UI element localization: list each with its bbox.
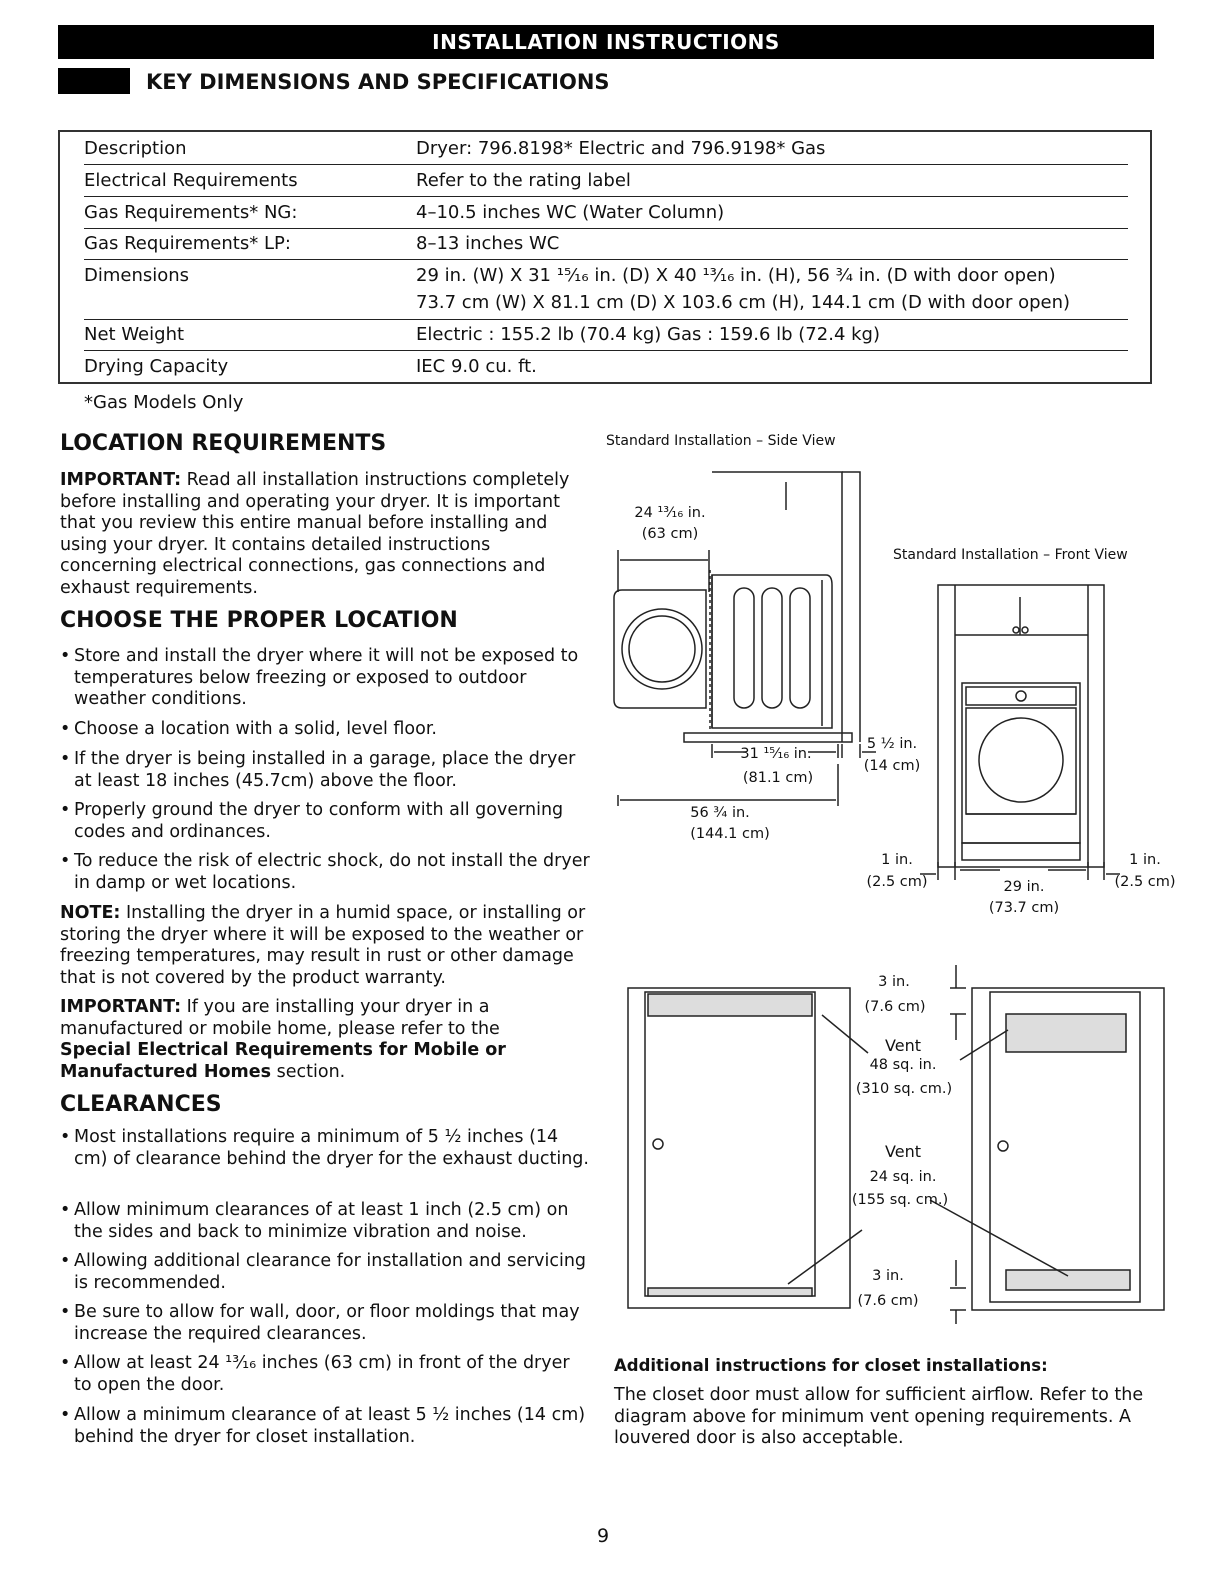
important-text-end: section.: [271, 1061, 346, 1082]
dim-total-depth-cm: (144.1 cm): [690, 826, 770, 842]
vent-bottom-area-cm: (155 sq. cm.): [851, 1192, 949, 1208]
spec-value: 8–13 inches WC: [416, 233, 560, 254]
section-title: KEY DIMENSIONS AND SPECIFICATIONS: [146, 70, 610, 94]
front-view-caption: Standard Installation – Front View: [893, 547, 1128, 563]
list-item: • If the dryer is being installed in a garage, place the dryer at least 18 inches (45.7cm) above the floor.: [60, 749, 590, 792]
spec-label: Gas Requirements* LP:: [84, 233, 291, 254]
dim-closet-top-gap: 3 in.: [878, 974, 910, 990]
important-text: Read all installation instructions completely before installing and operating your dryer. It is important that you review this entire manual before installing and using your dryer. It contains detailed instructions concerning electrical connections, gas connections and exhaust requirements.: [60, 470, 570, 598]
list-item: • To reduce the risk of electric shock, do not install the dryer in damp or wet locations.: [60, 851, 590, 894]
dim-right-side-clearance-cm: (2.5 cm): [1114, 874, 1176, 890]
list-item: • Store and install the dryer where it will not be exposed to temperatures below freezing or exposed to outdoor weather conditions.: [60, 646, 590, 711]
dim-dryer-width-cm: (73.7 cm): [988, 900, 1060, 916]
dim-rear-clearance-cm: (14 cm): [863, 758, 921, 774]
spec-label: Description: [84, 138, 187, 159]
important-label: IMPORTANT:: [60, 997, 182, 1017]
vent-bottom-area: 24 sq. in.: [869, 1169, 937, 1185]
vent-top-label: Vent: [885, 1036, 921, 1055]
list-item: • Be sure to allow for wall, door, or floor moldings that may increase the required clearances.: [60, 1302, 590, 1345]
list-item: • Allowing additional clearance for installation and servicing is recommended.: [60, 1251, 590, 1294]
spec-label: Drying Capacity: [84, 356, 229, 377]
dim-dryer-width: 29 in.: [1003, 879, 1045, 895]
location-heading: LOCATION REQUIREMENTS: [60, 431, 387, 456]
spec-footnote: *Gas Models Only: [84, 392, 244, 413]
dim-rear-clearance: 5 ½ in.: [866, 736, 918, 752]
list-item: • Properly ground the dryer to conform with all governing codes and ordinances.: [60, 800, 590, 843]
list-item: • Allow at least 24 ¹³⁄₁₆ inches (63 cm) in front of the dryer to open the door.: [60, 1353, 590, 1396]
closet-paragraph: The closet door must allow for sufficient airflow. Refer to the diagram above for minimum vent opening requirements. A louvered door is also acceptable.: [614, 1385, 1144, 1448]
page-banner: INSTALLATION INSTRUCTIONS: [58, 25, 1154, 59]
vent-bottom-label: Vent: [885, 1142, 921, 1161]
note-text: Installing the dryer in a humid space, or installing or storing the dryer where it will be exposed to the weather or freezing temperatures, may result in rust or other damage that is not covered by the product warranty.: [60, 903, 586, 988]
closet-heading: Additional instructions for closet installations:: [614, 1356, 1048, 1375]
page-number: 9: [597, 1525, 610, 1547]
dim-door-clearance-cm: (63 cm): [641, 526, 699, 542]
spec-value: Dryer: 796.8198* Electric and 796.9198* Gas: [416, 138, 826, 159]
spec-value-metric: 73.7 cm (W) X 81.1 cm (D) X 103.6 cm (H), 144.1 cm (D with door open): [416, 292, 1071, 313]
section-reference: Special Electrical Requirements for Mobile or Manufactured Homes: [60, 1040, 506, 1082]
dim-left-side-clearance-cm: (2.5 cm): [866, 874, 928, 890]
dim-left-side-clearance: 1 in.: [881, 852, 913, 868]
spec-label: Net Weight: [84, 324, 185, 345]
spec-label: Electrical Requirements: [84, 170, 298, 191]
dim-closet-bottom-gap: 3 in.: [872, 1268, 904, 1284]
list-item: • Allow minimum clearances of at least 1 inch (2.5 cm) on the sides and back to minimize vibration and noise.: [60, 1200, 590, 1243]
side-view-caption: Standard Installation – Side View: [606, 433, 836, 449]
dim-dryer-depth: 31 ¹⁵⁄₁₆ in.: [740, 746, 812, 762]
dim-closet-top-gap-cm: (7.6 cm): [864, 999, 926, 1015]
important-label: IMPORTANT:: [60, 470, 182, 490]
clearances-heading: CLEARANCES: [60, 1092, 222, 1117]
dim-total-depth: 56 ¾ in.: [690, 805, 750, 821]
important-text: If you are installing your dryer in a manufactured or mobile home, please refer to the: [60, 997, 500, 1039]
spec-label: Gas Requirements* NG:: [84, 202, 298, 223]
spec-value: Refer to the rating label: [416, 170, 631, 191]
dim-right-side-clearance: 1 in.: [1129, 852, 1161, 868]
dim-door-clearance: 24 ¹³⁄₁₆ in.: [634, 505, 706, 521]
list-item: • Allow a minimum clearance of at least 5 ½ inches (14 cm) behind the dryer for closet installation.: [60, 1405, 590, 1448]
spec-value: Electric : 155.2 lb (70.4 kg) Gas : 159.6 lb (72.4 kg): [416, 324, 880, 345]
choose-heading: CHOOSE THE PROPER LOCATION: [60, 608, 458, 633]
dim-closet-bottom-gap-cm: (7.6 cm): [857, 1293, 919, 1309]
spec-label: Dimensions: [84, 265, 190, 286]
dim-dryer-depth-cm: (81.1 cm): [742, 770, 814, 786]
note-label: NOTE:: [60, 903, 121, 923]
vent-top-area: 48 sq. in.: [869, 1057, 937, 1073]
list-item: • Most installations require a minimum of 5 ½ inches (14 cm) of clearance behind the dryer for the exhaust ducting.: [60, 1127, 590, 1170]
list-item: • Choose a location with a solid, level floor.: [60, 719, 590, 741]
spec-value: IEC 9.0 cu. ft.: [416, 356, 537, 377]
spec-value: 29 in. (W) X 31 ¹⁵⁄₁₆ in. (D) X 40 ¹³⁄₁₆ in. (H), 56 ¾ in. (D with door open): [416, 265, 1056, 286]
spec-value: 4–10.5 inches WC (Water Column): [416, 202, 725, 223]
vent-top-area-cm: (310 sq. cm.): [855, 1081, 953, 1097]
